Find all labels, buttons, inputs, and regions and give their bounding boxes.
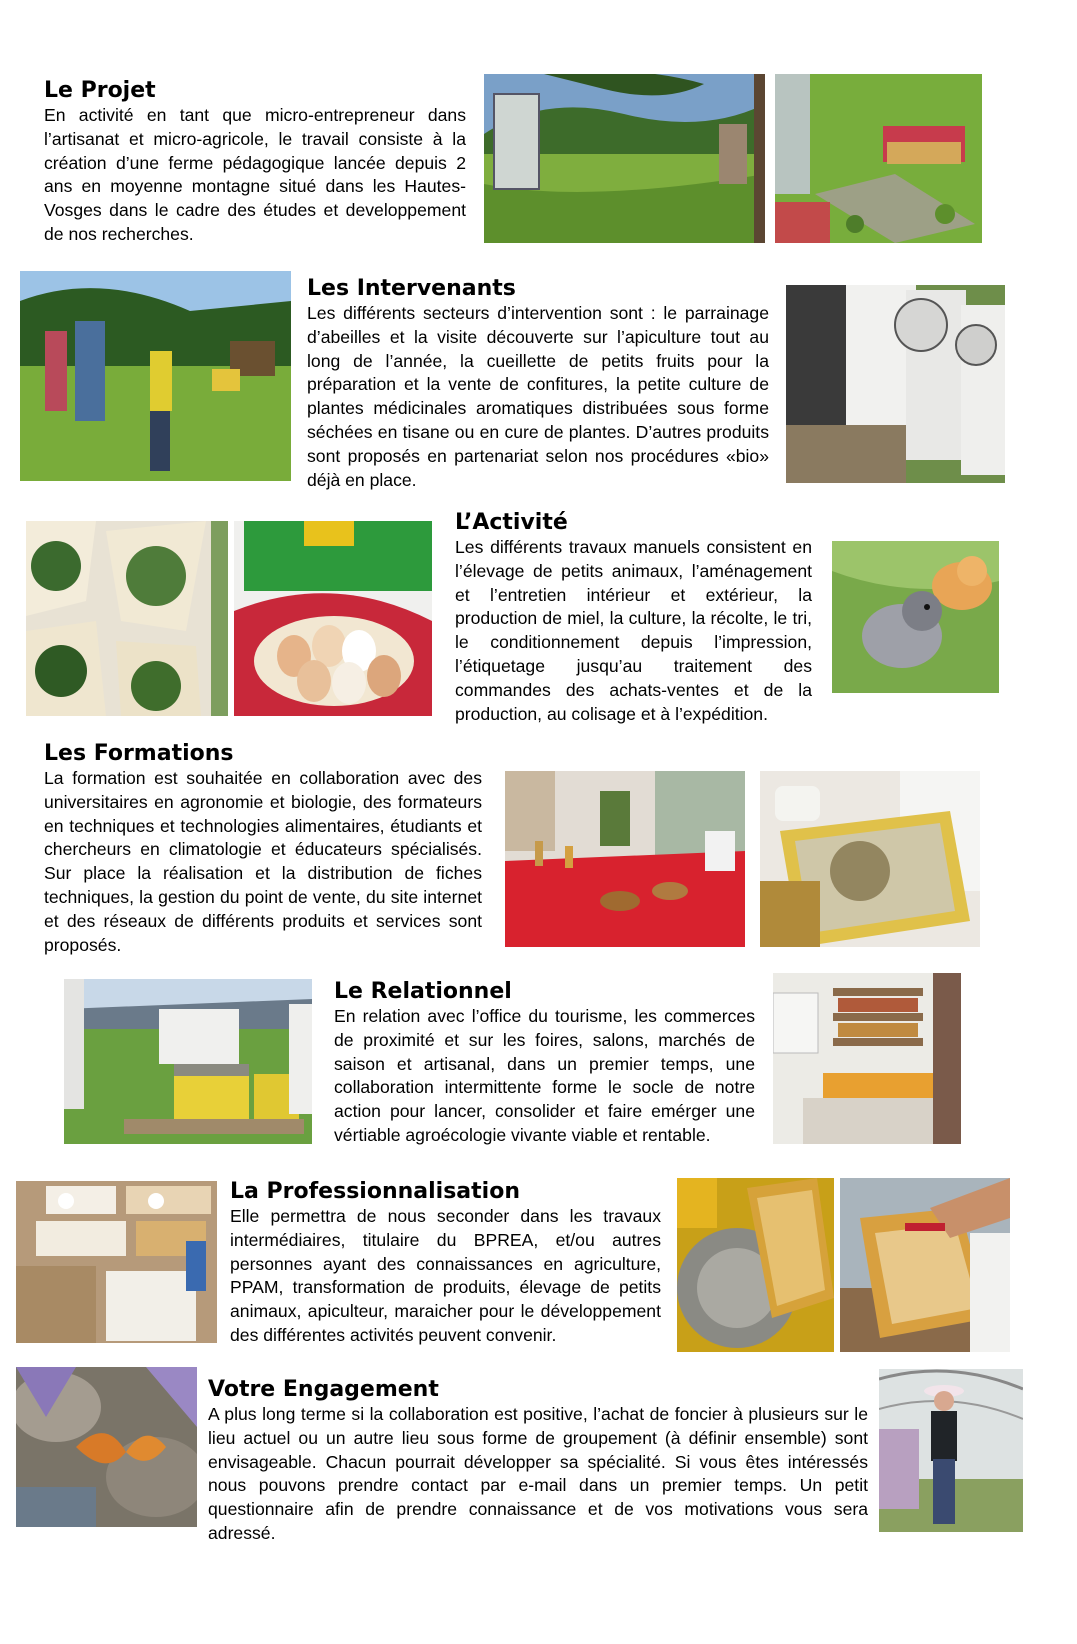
dried-herbs-photo — [26, 521, 228, 716]
beekeepers-hives-photo — [64, 979, 312, 1144]
honey-uncapping-photo — [840, 1178, 1010, 1352]
section-text: La formation est souhaitée en collaboration avec des universitaires en agronomie et biologie, des formateurs en techniques et technologies alimentaires, étudiants et chercheurs en climatologie et éducateurs spécialisés. Sur place la réalisation et la distribution de fiches techniques, la gestion du point de vente, du site internet et des réseaux de différents produits et services sont proposés. — [44, 768, 482, 955]
aerial-farm-photo — [775, 74, 982, 243]
butterfly-lavender-photo — [16, 1367, 197, 1527]
section-formations — [44, 741, 482, 957]
section-text: A plus long terme si la collaboration est positive, l’achat de foncier à plusieurs sur le lieu actuel ou un autre lieu sous forme de groupement (à définir ensemble) sont envisageable. Chacun pourrait développer sa spécialité. Si vous êtes intéressés nous pouvons prendre contact par e-mail dans un premier temps. Un petit questionnaire afin de prendre connaissance et de vos motivations vous sera adressé. — [208, 1404, 868, 1543]
garden-greenhouse-photo — [484, 74, 765, 243]
honey-frame-photo — [760, 771, 980, 947]
section-title: Le Relationnel — [334, 979, 512, 1004]
section-projet — [44, 78, 466, 247]
honeycomb-extractor-photo — [677, 1178, 834, 1352]
section-text: En relation avec l’office du tourisme, les commerces de proximité et sur les foires, salons, marchés de saison et artisanal, dans un premier temps, une collaboration intermittente forme le socle de notre action pour lancer, consolider et faire emérger une vértiable agroécologie vivante viable et rentable. — [334, 1006, 755, 1145]
section-activite — [455, 510, 812, 726]
section-title: Les Formations — [44, 741, 234, 766]
section-text: Elle permettra de nous seconder dans les travaux intermédiaires, titulaire du BPREA, et/ou autres personnes ayant des connaissances en agriculture, PPAM, transformation de produits, élevage de petits animaux, apiculteur, maraicher pour le développement des différentes activités peuvent convenir. — [230, 1206, 661, 1345]
market-stall-photo — [505, 771, 745, 947]
shop-interior-photo — [773, 973, 961, 1144]
jars-workbench-photo — [16, 1181, 217, 1343]
section-relationnel — [334, 979, 755, 1148]
section-engagement — [208, 1377, 868, 1546]
section-title: Votre Engagement — [208, 1377, 439, 1402]
eggs-basket-photo — [234, 521, 432, 716]
chicks-grass-photo — [832, 541, 999, 693]
section-professionnalisation — [230, 1179, 661, 1348]
section-title: La Professionnalisation — [230, 1179, 520, 1204]
visitors-meadow-photo — [20, 271, 291, 481]
woman-greenhouse-photo — [879, 1369, 1023, 1532]
section-title: Les Intervenants — [307, 276, 516, 301]
section-text: Les différents secteurs d’intervention sont : le parrainage d’abeilles et la visite découverte sur l’apiculture tout au long de l’année, la cueillette de petits fruits pour la préparation et la vente de confitures, la petite culture de plantes médicinales aromatiques distribuées sous forme séchées en tisane ou en cure de plantes. D’autres produits sont proposés en partenariat selon nos procédures «bio» déjà en place. — [307, 303, 769, 490]
section-text: En activité en tant que micro-entrepreneur dans l’artisanat et micro-agricole, le travail consiste à la création d’une ferme pédagogique lancée depuis 2 ans en moyenne montagne situé dans les Hautes-Vosges dans le cadre des études et developpement de nos recherches. — [44, 105, 466, 244]
beekeepers-suits-photo — [786, 285, 1005, 483]
section-text: Les différents travaux manuels consistent en l’élevage de petits animaux, l’aménagement et l’entretien intérieur et extérieur, la production de miel, la culture, la récolte, le tri, le conditionnement depuis l’impression, l’étiquetage jusqu’au traitement des commandes des achats-ventes et de la production, au colisage et à l’expédition. — [455, 537, 812, 724]
section-title: Le Projet — [44, 78, 156, 103]
section-intervenants — [307, 276, 769, 492]
section-title: L’Activité — [455, 510, 568, 535]
